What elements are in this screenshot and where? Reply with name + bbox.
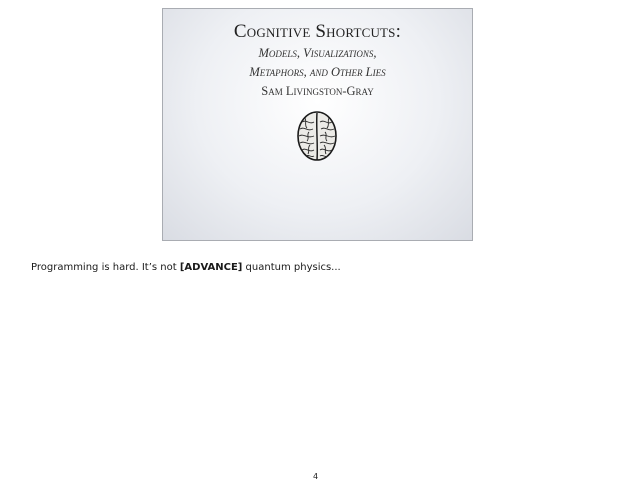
notes-text: Programming is hard. It’s not xyxy=(31,262,180,273)
slide-subtitle-line-2: Metaphors, and Other Lies xyxy=(249,65,386,79)
slide-thumbnail xyxy=(162,8,473,241)
notes-text-end: quantum physics... xyxy=(242,262,341,273)
slide-title: Cognitive Shortcuts: xyxy=(233,21,402,42)
slide-subtitle-line-1: Models, Visualizations, xyxy=(258,46,377,60)
speaker-notes xyxy=(31,262,341,273)
page-number: 4 xyxy=(313,472,319,481)
brain-icon xyxy=(295,110,339,162)
notes-advance-cue: [ADVANCE] xyxy=(179,262,243,273)
slide-author: Sam Livingston-Gray xyxy=(261,84,374,98)
